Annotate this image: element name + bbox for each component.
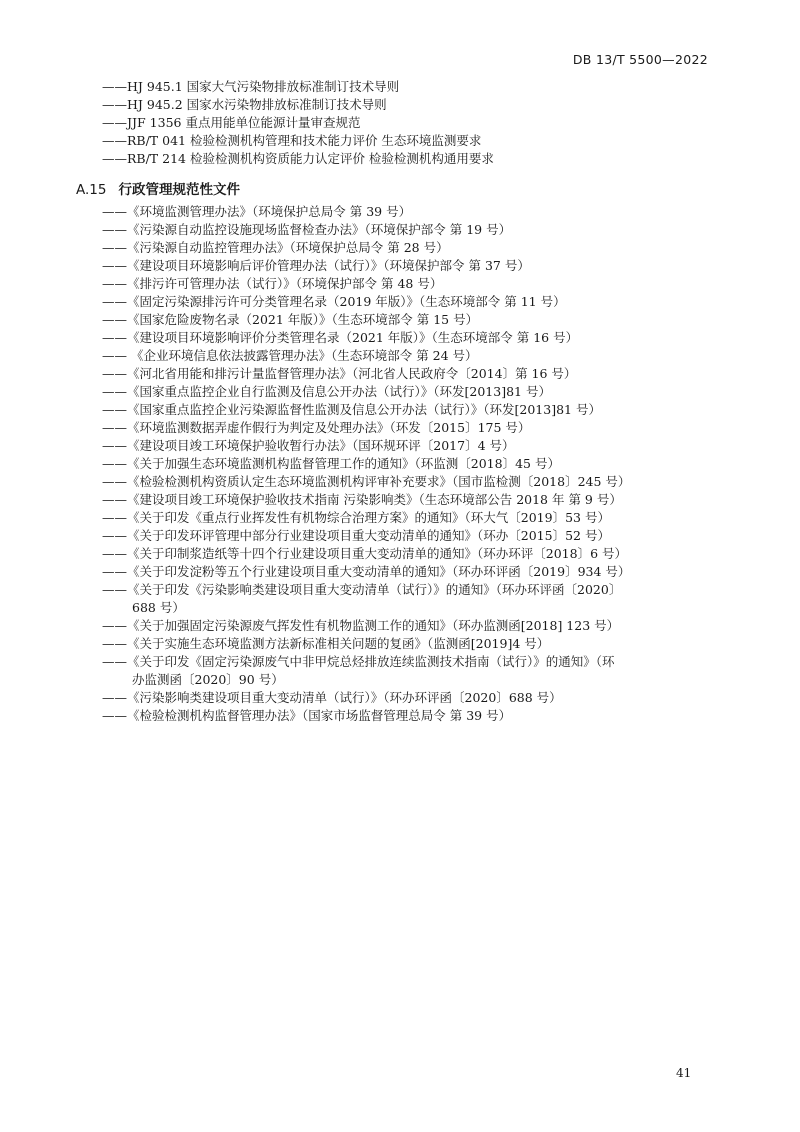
list-item: ——《污染影响类建设项目重大变动清单（试行）》（环办环评函〔2020〕688 号） [102,690,562,705]
list-item: ——《国家重点监控企业自行监测及信息公开办法（试行）》（环发[2013]81 号） [102,384,551,399]
list-item: ——《排污许可管理办法（试行）》（环境保护部令 第 48 号） [102,276,443,291]
list-item: ——《检验检测机构资质认定生态环境监测机构评审补充要求》（国市监检测〔2018〕245 号） [102,474,631,489]
list-item: ——《关于印发淀粉等五个行业建设项目重大变动清单的通知》（环办环评函〔2019〕934 号） [102,564,631,579]
list-item: —— 《企业环境信息依法披露管理办法》（生态环境部令 第 24 号） [102,348,478,363]
list-item: ——《国家重点监控企业污染源监督性监测及信息公开办法（试行）》（环发[2013]81 号） [102,402,601,417]
list-item: ——《关于加强生态环境监测机构监督管理工作的通知》（环监测〔2018〕45 号） [102,456,560,471]
list-item: ——HJ 945.1 国家大气污染物排放标准制订技术导则 [102,79,400,94]
section-heading [76,178,240,198]
list-item: ——《污染源自动监控设施现场监督检查办法》（环境保护部令 第 19 号） [102,222,512,237]
list-item: ——HJ 945.2 国家水污染物排放标准制订技术导则 [102,97,387,112]
list-item-continuation: 688 号） [132,600,185,615]
list-item: ——《建设项目竣工环境保护验收技术指南 污染影响类》（生态环境部公告 2018 年 第 9 号） [102,492,622,507]
page-number: 41 [676,1066,692,1080]
list-item: ——JJF 1356 重点用能单位能源计量审查规范 [102,115,361,130]
list-item-continuation: 办监测函〔2020〕90 号） [132,672,284,687]
list-item: ——《关于加强固定污染源废气挥发性有机物监测工作的通知》（环办监测函[2018] 123 号） [102,618,620,633]
list-item: ——《关于印发《污染影响类建设项目重大变动清单（试行）》的通知》（环办环评函〔2020〕 [102,582,622,597]
list-item: ——《建设项目竣工环境保护验收暂行办法》（国环规环评〔2017〕4 号） [102,438,515,453]
section-title: 行政管理规范性文件 [118,182,240,198]
list-item: ——《环境监测管理办法》（环境保护总局令 第 39 号） [102,204,412,219]
list-item: ——RB/T 041 检验检测机构管理和技术能力评价 生态环境监测要求 [102,133,482,148]
list-item: ——RB/T 214 检验检测机构资质能力认定评价 检验检测机构通用要求 [102,151,494,166]
list-item: ——《关于印发环评管理中部分行业建设项目重大变动清单的通知》（环办〔2015〕52 号） [102,528,610,543]
list-item: ——《建设项目环境影响评价分类管理名录（2021 年版）》（生态环境部令 第 16 号） [102,330,579,345]
list-item: ——《污染源自动监控管理办法》（环境保护总局令 第 28 号） [102,240,449,255]
list-item: ——《关于印制浆造纸等十四个行业建设项目重大变动清单的通知》（环办环评〔2018〕6 号） [102,546,627,561]
list-item: ——《关于实施生态环境监测方法新标准相关问题的复函》（监测函[2019]4 号） [102,636,550,651]
section-number: A.15 [76,182,107,198]
list-item: ——《河北省用能和排污计量监督管理办法》（河北省人民政府令〔2014〕第 16 号） [102,366,577,381]
list-item: ——《环境监测数据弄虚作假行为判定及处理办法》（环发〔2015〕175 号） [102,420,531,435]
list-item: ——《检验检测机构监督管理办法》（国家市场监督管理总局令 第 39 号） [102,708,512,723]
list-item: ——《国家危险废物名录（2021 年版）》（生态环境部令 第 15 号） [102,312,479,327]
list-item: ——《关于印发《重点行业挥发性有机物综合治理方案》的通知》（环大气〔2019〕53 号） [102,510,610,525]
list-item: ——《固定污染源排污许可分类管理名录（2019 年版）》（生态环境部令 第 11 号） [102,294,566,309]
list-item: ——《关于印发《固定污染源废气中非甲烷总烃排放连续监测技术指南（试行）》的通知》（环 [102,654,615,669]
list-item: ——《建设项目环境影响后评价管理办法（试行）》（环境保护部令 第 37 号） [102,258,530,273]
document-code: DB 13/T 5500—2022 [572,52,708,67]
